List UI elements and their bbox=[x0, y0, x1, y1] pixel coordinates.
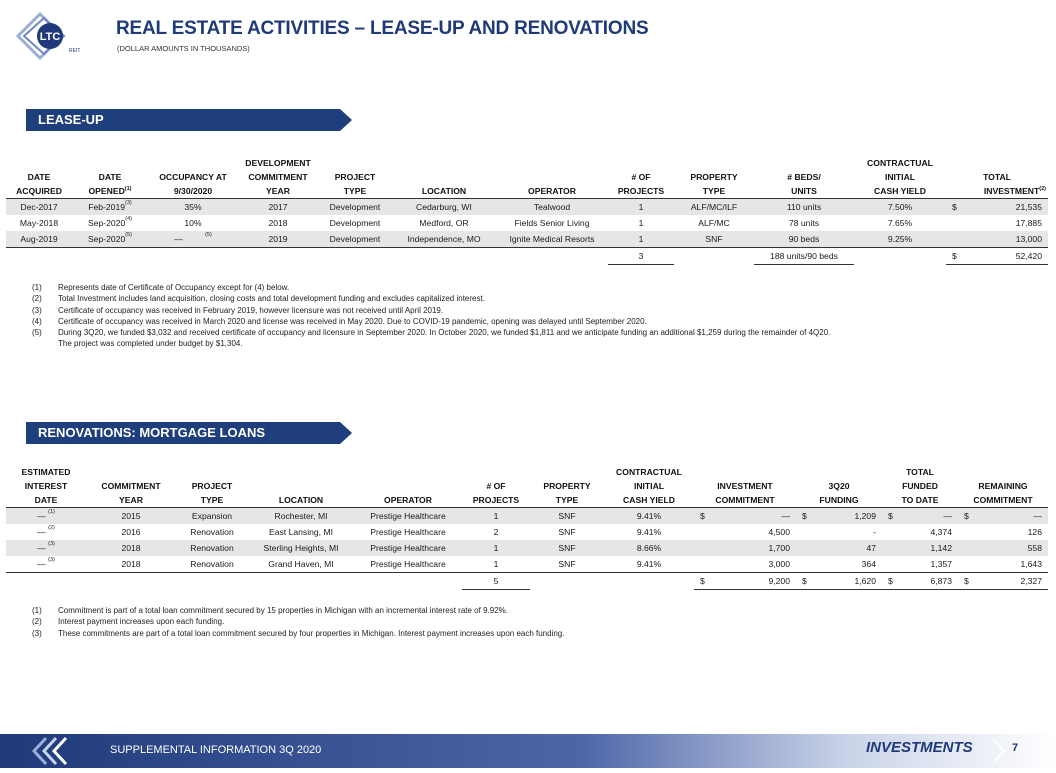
lease-up-banner: LEASE-UP bbox=[26, 109, 352, 131]
table-row: — $^{(3)}$ 2018 Renovation Sterling Heights, MI Prestige Healthcare 1 SNF 8.66% 1,700 47 1,142 558 bbox=[6, 540, 1048, 556]
footnote: The project was completed under budget by $1,304. bbox=[58, 339, 243, 349]
footnote: (2) Total Investment includes land acquisition, closing costs and total development funding and excludes capitalized interest. bbox=[32, 294, 485, 304]
footnote: (2) Interest payment increases upon each funding. bbox=[32, 617, 225, 627]
footnote: (1) Commitment is part of a total loan commitment secured by 15 properties in Michigan with an incremental interest rate of 9.92%. bbox=[32, 606, 508, 615]
renovations-table bbox=[6, 465, 1048, 590]
lease-up-table bbox=[6, 156, 1048, 265]
header-row: DATE YEAR TYPE LOCATION OPERATOR PROJECTS TYPE CASH YIELD COMMITMENT FUNDING TO DATE COMMITMENT bbox=[6, 493, 1048, 508]
svg-text:LTC: LTC bbox=[39, 31, 61, 43]
ltc-logo bbox=[14, 12, 84, 60]
header-row: DATE DATE OCCUPANCY AT COMMITMENT PROJECT # OF PROPERTY # BEDS/ INITIAL TOTAL bbox=[27, 172, 1011, 182]
table-row: Aug-2019 Sep-2020$^{(5)}$ — $^{(5)}$ 2019 Development Independence, MO Ignite Medical Resorts 1 SNF 90 beds 9.25% 13,000 bbox=[6, 231, 1048, 248]
footnote: (3) These commitments are part of a total loan commitment secured by four properties in Michigan. Interest payment increases upon each funding. bbox=[32, 628, 565, 638]
table-row: — $^{(3)}$ 2018 Renovation Grand Haven, MI Prestige Healthcare 1 SNF 9.41% 3,000 364 1,357 1,643 bbox=[6, 556, 1048, 573]
table-row: — $^{(2)}$ 2016 Renovation East Lansing, MI Prestige Healthcare 2 SNF 9.41% 4,500 - 4,374 126 bbox=[37, 525, 1042, 537]
header-row: ACQUIRED OPENED$^{(1)}$ 9/30/2020 YEAR TYPE LOCATION OPERATOR PROJECTS TYPE UNITS CASH YIELD INVESTMENT$^{(2)}$ bbox=[6, 184, 1048, 199]
table-row: Dec-2017 Feb-2019$^{(3)}$ 35% 2017 Development Cedarburg, WI Tealwood 1 ALF/MC/ILF 110 units 7.50% $ 21,535 bbox=[6, 199, 1048, 216]
footnote: (4) Certificate of occupancy was received in March 2020 and license was received in May 2020. Due to COVID-19 pandemic, opening was delayed until September 2020. bbox=[32, 316, 647, 326]
page-subtitle: (DOLLAR AMOUNTS IN THOUSANDS) bbox=[117, 44, 250, 53]
header-row: DEVELOPMENT CONTRACTUAL bbox=[245, 158, 933, 168]
total-row: 5 $ 9,200 $ 1,620 $ 6,873 $ 2,327 bbox=[6, 573, 1048, 590]
renovations-banner: RENOVATIONS: MORTGAGE LOANS bbox=[26, 422, 352, 444]
page-number: 7 bbox=[1012, 742, 1019, 754]
svg-text:REIT: REIT bbox=[69, 48, 81, 54]
header-row: INTEREST COMMITMENT PROJECT # OF PROPERTY INITIAL INVESTMENT 3Q20 FUNDED REMAINING bbox=[24, 481, 1028, 491]
footnote: (5) During 3Q20, we funded $3,032 and received certificate of occupancy and licensure in September 2020. In October 2020, we funded $1,811 and we anticipate funding an additional $1,259 during the remainder of 4Q20. bbox=[32, 328, 831, 338]
lease-up-footnotes bbox=[32, 282, 830, 350]
table-row: May-2018 Sep-2020$^{(4)}$ 10% 2018 Development Medford, OR Fields Senior Living 1 ALF/MC 78 units 7.65% 17,885 bbox=[19, 216, 1042, 228]
footer-label: SUPPLEMENTAL INFORMATION 3Q 2020 bbox=[110, 744, 322, 756]
header-row: ESTIMATED CONTRACTUAL TOTAL bbox=[21, 467, 934, 477]
footer-section-name: INVESTMENTS bbox=[866, 739, 973, 756]
page-title: REAL ESTATE ACTIVITIES – LEASE-UP AND RENOVATIONS bbox=[116, 18, 649, 39]
table-row: — $^{(1)}$ 2015 Expansion Rochester, MI Prestige Healthcare 1 SNF 9.41% $ — $ 1,209 $ — $ — bbox=[6, 508, 1048, 525]
footnote: (3) Certificate of occupancy was received in February 2019, however licensure was not received until April 2019. bbox=[32, 305, 444, 315]
footnote: (1) Represents date of Certificate of Occupancy except for (4) below. bbox=[32, 283, 290, 292]
renovations-footnotes bbox=[32, 605, 564, 639]
total-row: 3 188 units/90 beds $ 52,420 bbox=[6, 248, 1048, 265]
